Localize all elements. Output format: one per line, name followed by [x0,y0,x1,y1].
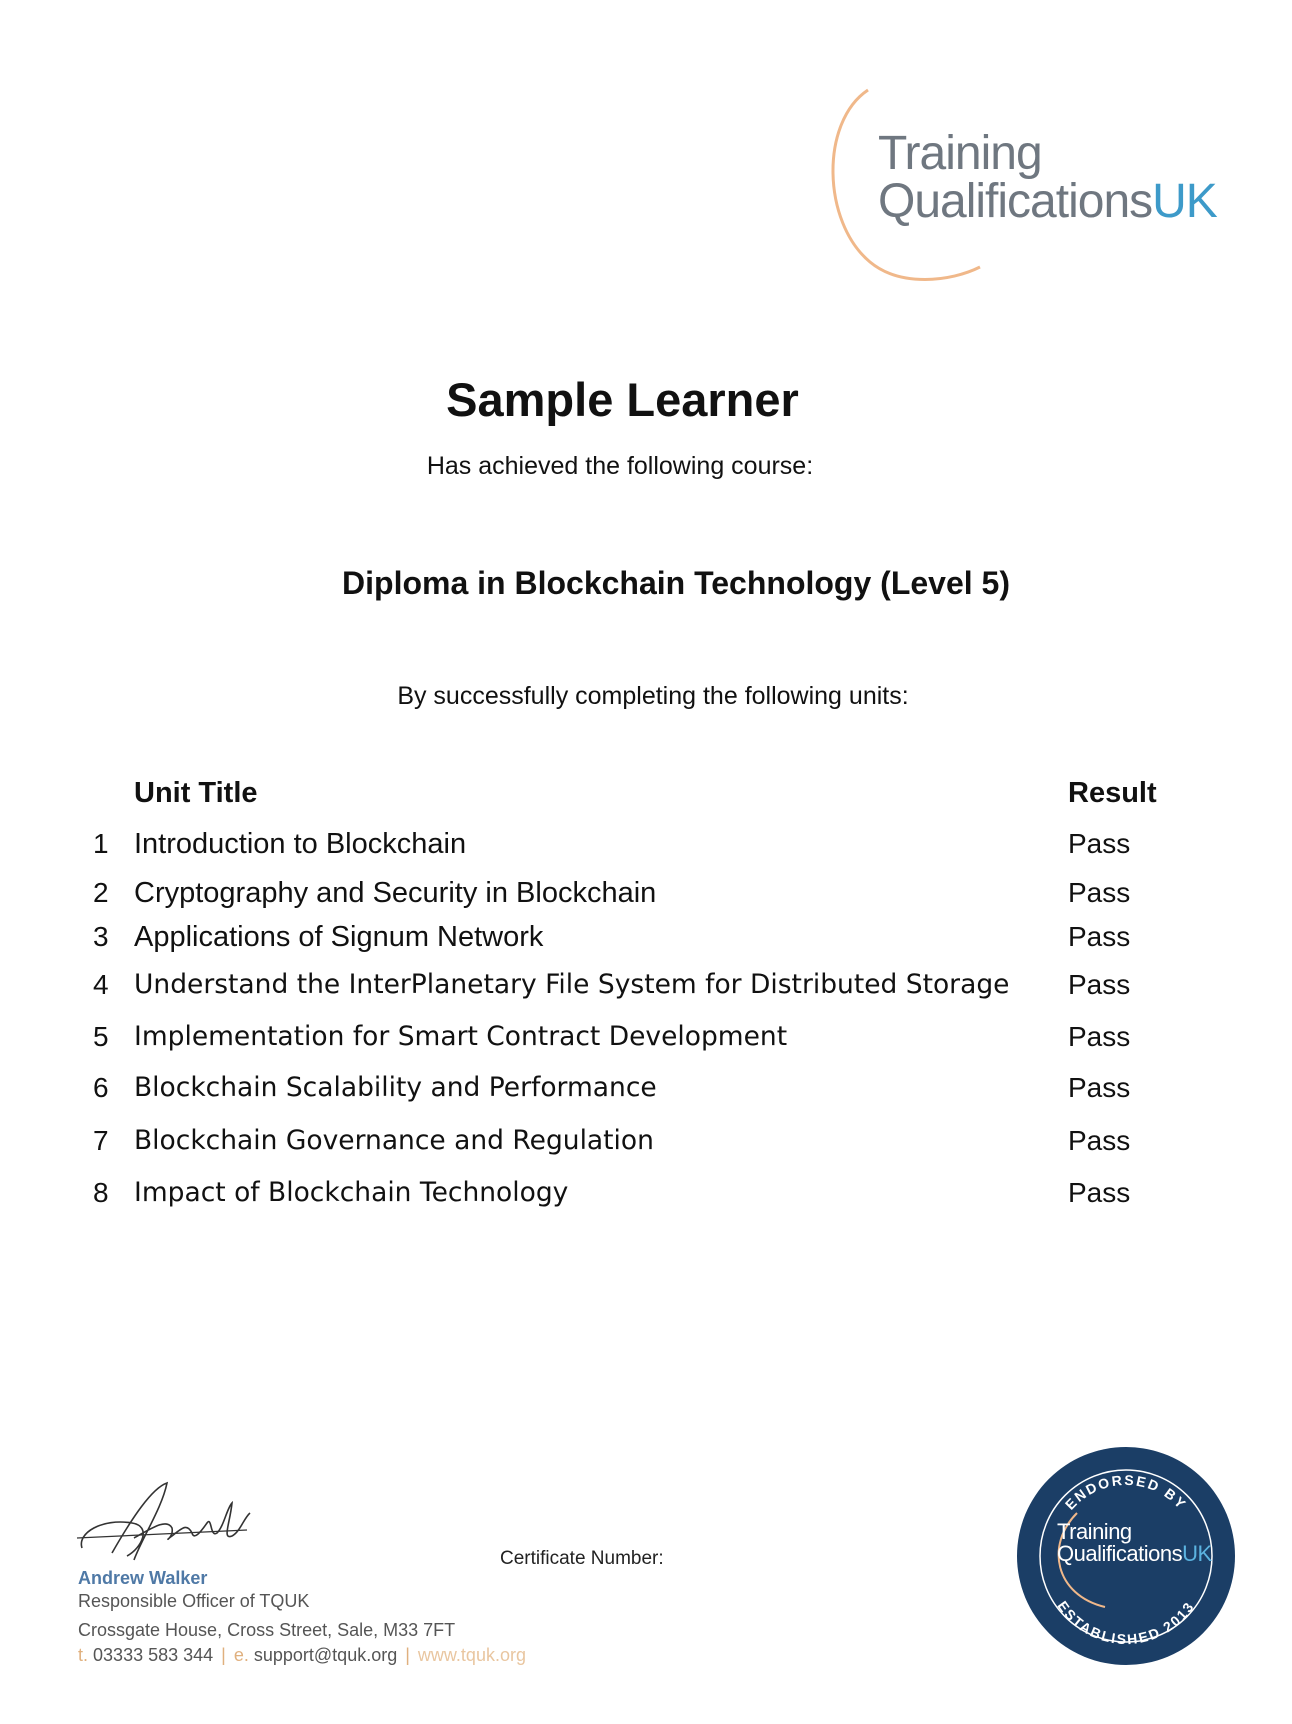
unit-number: 1 [93,828,109,859]
unit-number: 5 [93,1021,109,1052]
unit-title: Applications of Signum Network [134,921,544,953]
unit-result: Pass [1068,921,1131,952]
unit-number: 4 [93,969,109,1000]
unit-result: Pass [1068,877,1131,908]
seal-text-uk: UK [1182,1541,1212,1566]
logo-text-uk: UK [1152,175,1217,228]
website-link: www.tquk.org [417,1645,526,1665]
unit-number: 3 [93,921,109,952]
learner-name: Sample Learner [446,373,799,426]
logo-text-line2: QualificationsUK [878,175,1217,228]
unit-number: 8 [93,1177,109,1208]
table-row [0,1125,1292,1165]
endorsed-seal [1015,1445,1237,1667]
seal-top-text: ENDORSED BY [1061,1471,1191,1513]
table-row [0,921,1292,961]
unit-number: 7 [93,1125,109,1156]
result-header: Result [1068,777,1157,809]
unit-title: Blockchain Governance and Regulation [134,1125,654,1156]
contact-line: t. 03333 583 344 | e. support@tquk.org | www.tquk.org [78,1645,526,1665]
logo-text-line1: Training [878,127,1042,180]
phone-number: 03333 583 344 [93,1645,214,1665]
certificate-number-label: Certificate Number: [500,1548,664,1569]
unit-title: Introduction to Blockchain [134,828,467,860]
table-row [0,1072,1292,1112]
table-row [0,1177,1292,1217]
unit-title-header: Unit Title [134,777,258,809]
unit-number: 2 [93,877,109,908]
table-row [0,828,1292,868]
signatory-role: Responsible Officer of TQUK [78,1591,310,1611]
signatory-name: Andrew Walker [78,1568,208,1588]
table-row [0,969,1292,1009]
email-label: e. [233,1645,249,1665]
phone-label: t. [78,1645,89,1665]
unit-title: Blockchain Scalability and Performance [134,1072,657,1103]
seal-text-line1: Training [1057,1519,1132,1544]
unit-result: Pass [1068,1021,1131,1052]
unit-number: 6 [93,1072,109,1103]
achieved-text: Has achieved the following course: [426,452,814,480]
course-title: Diploma in Blockchain Technology (Level 5) [342,565,1010,601]
tquk-logo [830,82,1230,292]
email-address: support@tquk.org [253,1645,398,1665]
table-row [0,1021,1292,1061]
table-row [0,877,1292,917]
unit-title: Impact of Blockchain Technology [134,1177,569,1208]
unit-result: Pass [1068,969,1131,1000]
unit-result: Pass [1068,1177,1131,1208]
signature-icon [72,1478,262,1568]
unit-result: Pass [1068,1072,1131,1103]
address: Crossgate House, Cross Street, Sale, M33 7FT [78,1620,456,1640]
unit-result: Pass [1068,828,1131,859]
unit-title: Implementation for Smart Contract Development [134,1021,788,1052]
seal-bottom-text: ESTABLISHED 2013 [1054,1597,1198,1648]
unit-title: Cryptography and Security in Blockchain [134,877,657,909]
unit-title: Understand the InterPlanetary File System for Distributed Storage [134,969,1010,1000]
seal-text-line2: QualificationsUK [1057,1541,1212,1566]
unit-result: Pass [1068,1125,1131,1156]
units-intro: By successfully completing the following units: [397,682,909,710]
